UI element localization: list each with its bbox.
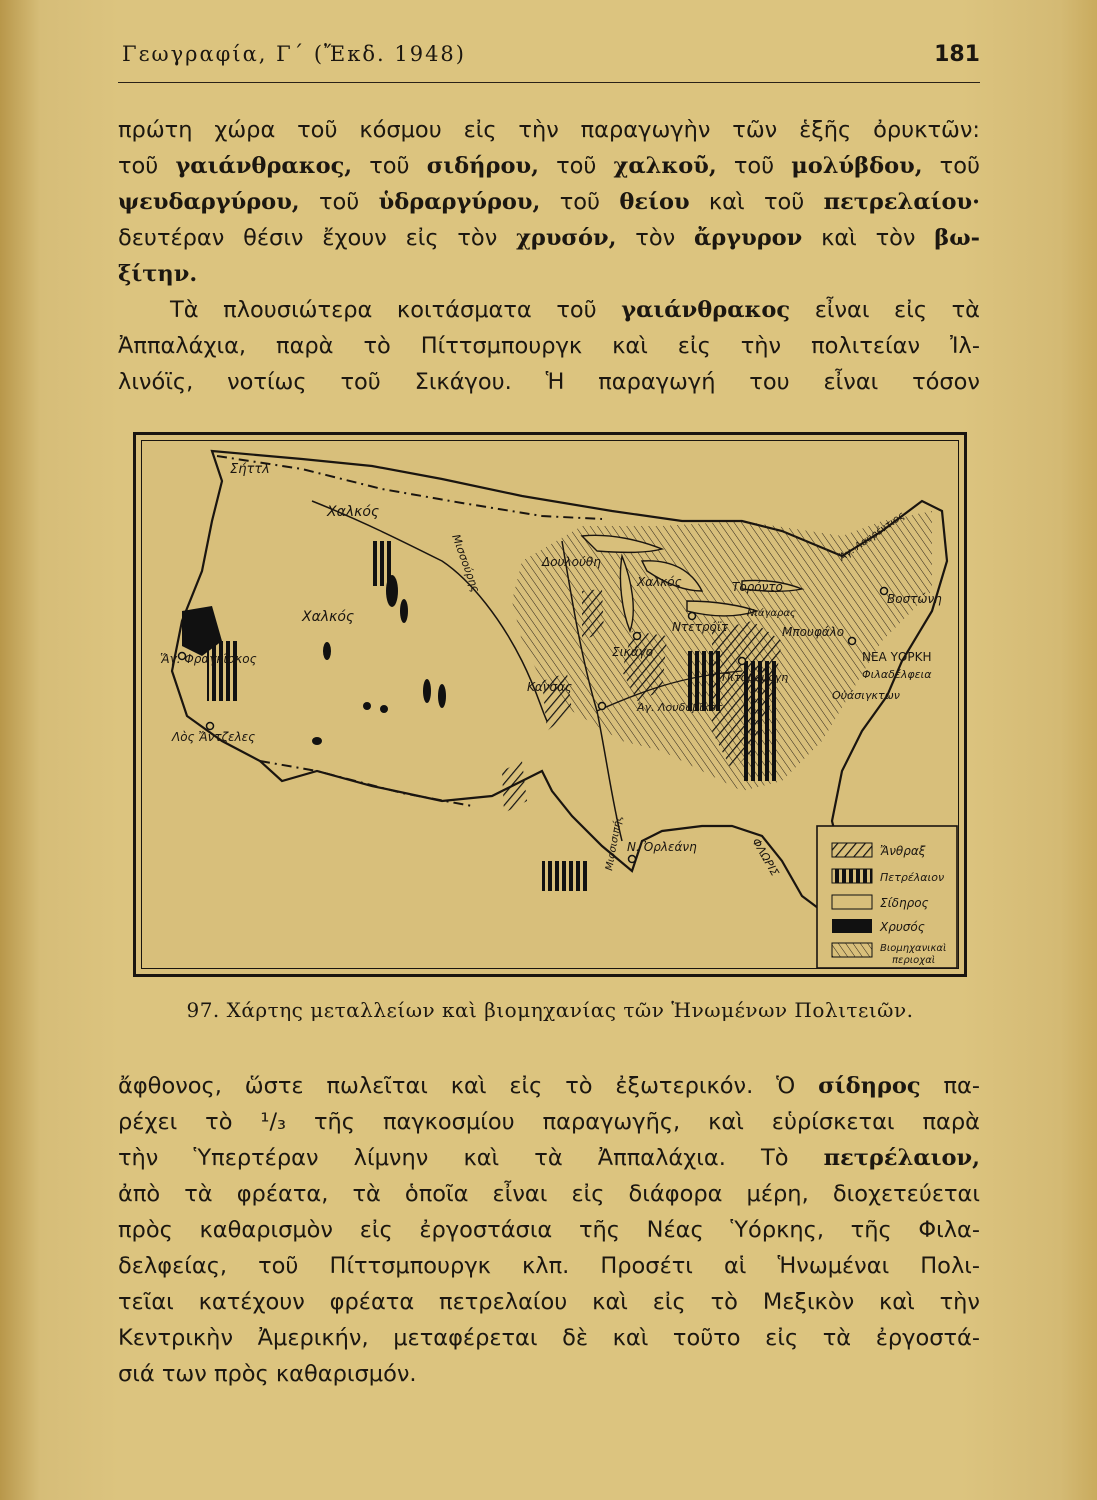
text-line: πρὸς καθαρισμὸν εἰς ἐργοστάσια τῆς Νέας Ὑόρκης, τῆς Φιλα-: [118, 1217, 980, 1243]
label-buffalo: Μπουφάλο: [782, 625, 845, 639]
text-line: ξίτην.: [118, 261, 198, 287]
mine-dot-3: [423, 679, 431, 703]
mine-dot-5: [312, 737, 322, 745]
legend-swatch-oil: [832, 869, 872, 883]
legend-label-gold: Χρυσός: [880, 920, 925, 934]
legend-swatch-gold: [832, 919, 872, 933]
coal-field-texas: [502, 761, 527, 813]
label-copper-2: Χαλκός: [302, 609, 355, 625]
label-missouri: Μισσούρης: [449, 532, 483, 595]
iron-deposit-1: [386, 575, 398, 607]
running-title: Γεωγραφία, Γ΄ (Ἔκδ. 1948): [122, 42, 466, 66]
page-number: 181: [934, 42, 980, 67]
city-stlouis: [599, 703, 606, 710]
canada-border: [217, 456, 602, 519]
label-duluth: Δουλούθη: [542, 555, 601, 569]
legend-label-industrial-2: περιοχαὶ: [892, 955, 936, 966]
label-lawrence: Ἁγ. Λαυρέντιος: [837, 510, 907, 564]
text-line: Τὰ πλουσιώτερα κοιτάσματα τοῦ γαιάνθρακος εἶναι εἰς τὰ: [170, 297, 981, 323]
text-line: ἀπὸ τὰ φρέατα, τὰ ὁποῖα εἶναι εἰς διάφορα μέρη, διοχετεύεται: [118, 1181, 980, 1207]
city-newyork: [849, 638, 856, 645]
city-losangeles: [207, 723, 214, 730]
usa-mines-industry-map: [133, 432, 967, 977]
oil-field-gulf: [542, 861, 587, 891]
label-toronto: Τορόντο: [732, 580, 783, 594]
oil-field-california: [207, 641, 237, 701]
text-line: Ἀππαλάχια, παρὰ τὸ Πίττσμπουργκ καὶ εἰς τὴν πολιτείαν Ἰλ-: [118, 333, 980, 359]
label-mississippi: Μισσισιπής: [604, 814, 625, 872]
text-line: ἄφθονος, ὥστε πωλεῖται καὶ εἰς τὸ ἐξωτερικόν. Ὁ σίδηρος πα-: [118, 1073, 980, 1099]
legend-label-oil: Πετρέλαιον: [880, 871, 945, 884]
legend-label-industrial-1: Βιομηχανικαὶ: [880, 943, 947, 954]
paragraph-1: [118, 112, 980, 292]
label-chicago: Σικάγο: [612, 645, 654, 659]
label-boston: Βοστώνη: [887, 592, 942, 606]
label-kansas: Κανσάς: [527, 680, 573, 694]
text-line: τοῦ γαιάνθρακος, τοῦ σιδήρου, τοῦ χαλκοῦ, τοῦ μολύβδου, τοῦ: [118, 153, 981, 179]
mine-dot-1: [363, 702, 371, 710]
map-legend: [817, 826, 957, 968]
text-line: δελφείας, τοῦ Πίττσμπουργκ κλπ. Προσέτι αἱ Ἡνωμέναι Πολι-: [118, 1253, 980, 1279]
label-philadelphia: Φιλαδέλφεια: [862, 668, 932, 681]
figure-caption: 97. Χάρτης μεταλλείων καὶ βιομηχανίας τῶν Ἡνωμένων Πολιτειῶν.: [186, 998, 914, 1022]
label-seattle: Σήττλ: [230, 462, 270, 477]
label-neworleans: Ν. Ὀρλεάνη: [627, 840, 697, 854]
text-line: Κεντρικὴν Ἀμερικήν, μεταφέρεται δὲ καὶ τοῦτο εἰς τὰ ἐργοστά-: [118, 1325, 980, 1351]
text-line: λινόϊς, νοτίως τοῦ Σικάγου. Ἡ παραγωγή του εἶναι τόσον: [118, 369, 980, 395]
legend-label-coal: Ἄνθραξ: [880, 844, 926, 858]
label-losangeles: Λὸς Ἄντζελες: [172, 730, 256, 744]
paragraph-2: [118, 292, 980, 400]
page-header: [118, 42, 980, 83]
text-line: ρέχει τὸ ¹/₃ τῆς παγκοσμίου παραγωγῆς, καὶ εὑρίσκεται παρὰ: [118, 1109, 980, 1135]
legend-swatch-iron: [832, 895, 872, 909]
label-sanfrancisco: Ἅγ. Φραγκῖσκος: [160, 652, 257, 666]
legend-swatch-industrial: [832, 943, 872, 957]
text-line: δευτέραν θέσιν ἔχουν εἰς τὸν χρυσόν, τὸν ἄργυρον καὶ τὸν βω-: [118, 225, 980, 251]
label-pittsburgh: Πιτσβούργη: [722, 671, 789, 684]
legend-swatch-coal: [832, 843, 872, 857]
text-line: πρώτη χώρα τοῦ κόσμου εἰς τὴν παραγωγὴν τῶν ἑξῆς ὀρυκτῶν:: [118, 117, 980, 143]
map-inner-border: [141, 440, 959, 969]
label-copper-3: Χαλκός: [637, 575, 682, 589]
map-drawing: [142, 441, 960, 970]
text-line: τεῖαι κατέχουν φρέατα πετρελαίου καὶ εἰς τὸ Μεξικὸν καὶ τὴν: [118, 1289, 980, 1315]
label-copper-1: Χαλκός: [327, 504, 380, 520]
label-detroit: Ντετρόϊτ: [672, 620, 729, 634]
city-pittsburgh: [739, 658, 746, 665]
label-washington: Οὐάσιγκτων: [832, 689, 900, 702]
text-line: ψευδαργύρου, τοῦ ὑδραργύρου, τοῦ θείου καὶ τοῦ πετρελαίου·: [118, 189, 980, 215]
mine-dot-4: [438, 684, 446, 708]
legend-label-iron: Σίδηρος: [880, 896, 929, 910]
label-stlouis: Ἁγ. Λουδοβῖκος: [637, 701, 723, 714]
iron-deposit-2: [400, 599, 408, 623]
city-detroit: [689, 613, 696, 620]
label-florida: ΦΛΩΡΙΣ: [749, 836, 782, 879]
text-line: τὴν Ὑπερτέραν λίμνην καὶ τὰ Ἀππαλάχια. Τὸ πετρέλαιον,: [118, 1145, 980, 1171]
paragraph-3: [118, 1068, 980, 1392]
city-neworleans: [629, 856, 636, 863]
city-chicago: [634, 633, 641, 640]
mine-dot-2: [380, 705, 388, 713]
label-niagara: Νιάγαρας: [747, 608, 796, 619]
text-line: σιά των πρὸς καθαρισμόν.: [118, 1361, 417, 1387]
label-newyork: ΝΕΑ ΥΟΡΚΗ: [862, 650, 932, 664]
iron-deposit-3: [323, 642, 331, 660]
